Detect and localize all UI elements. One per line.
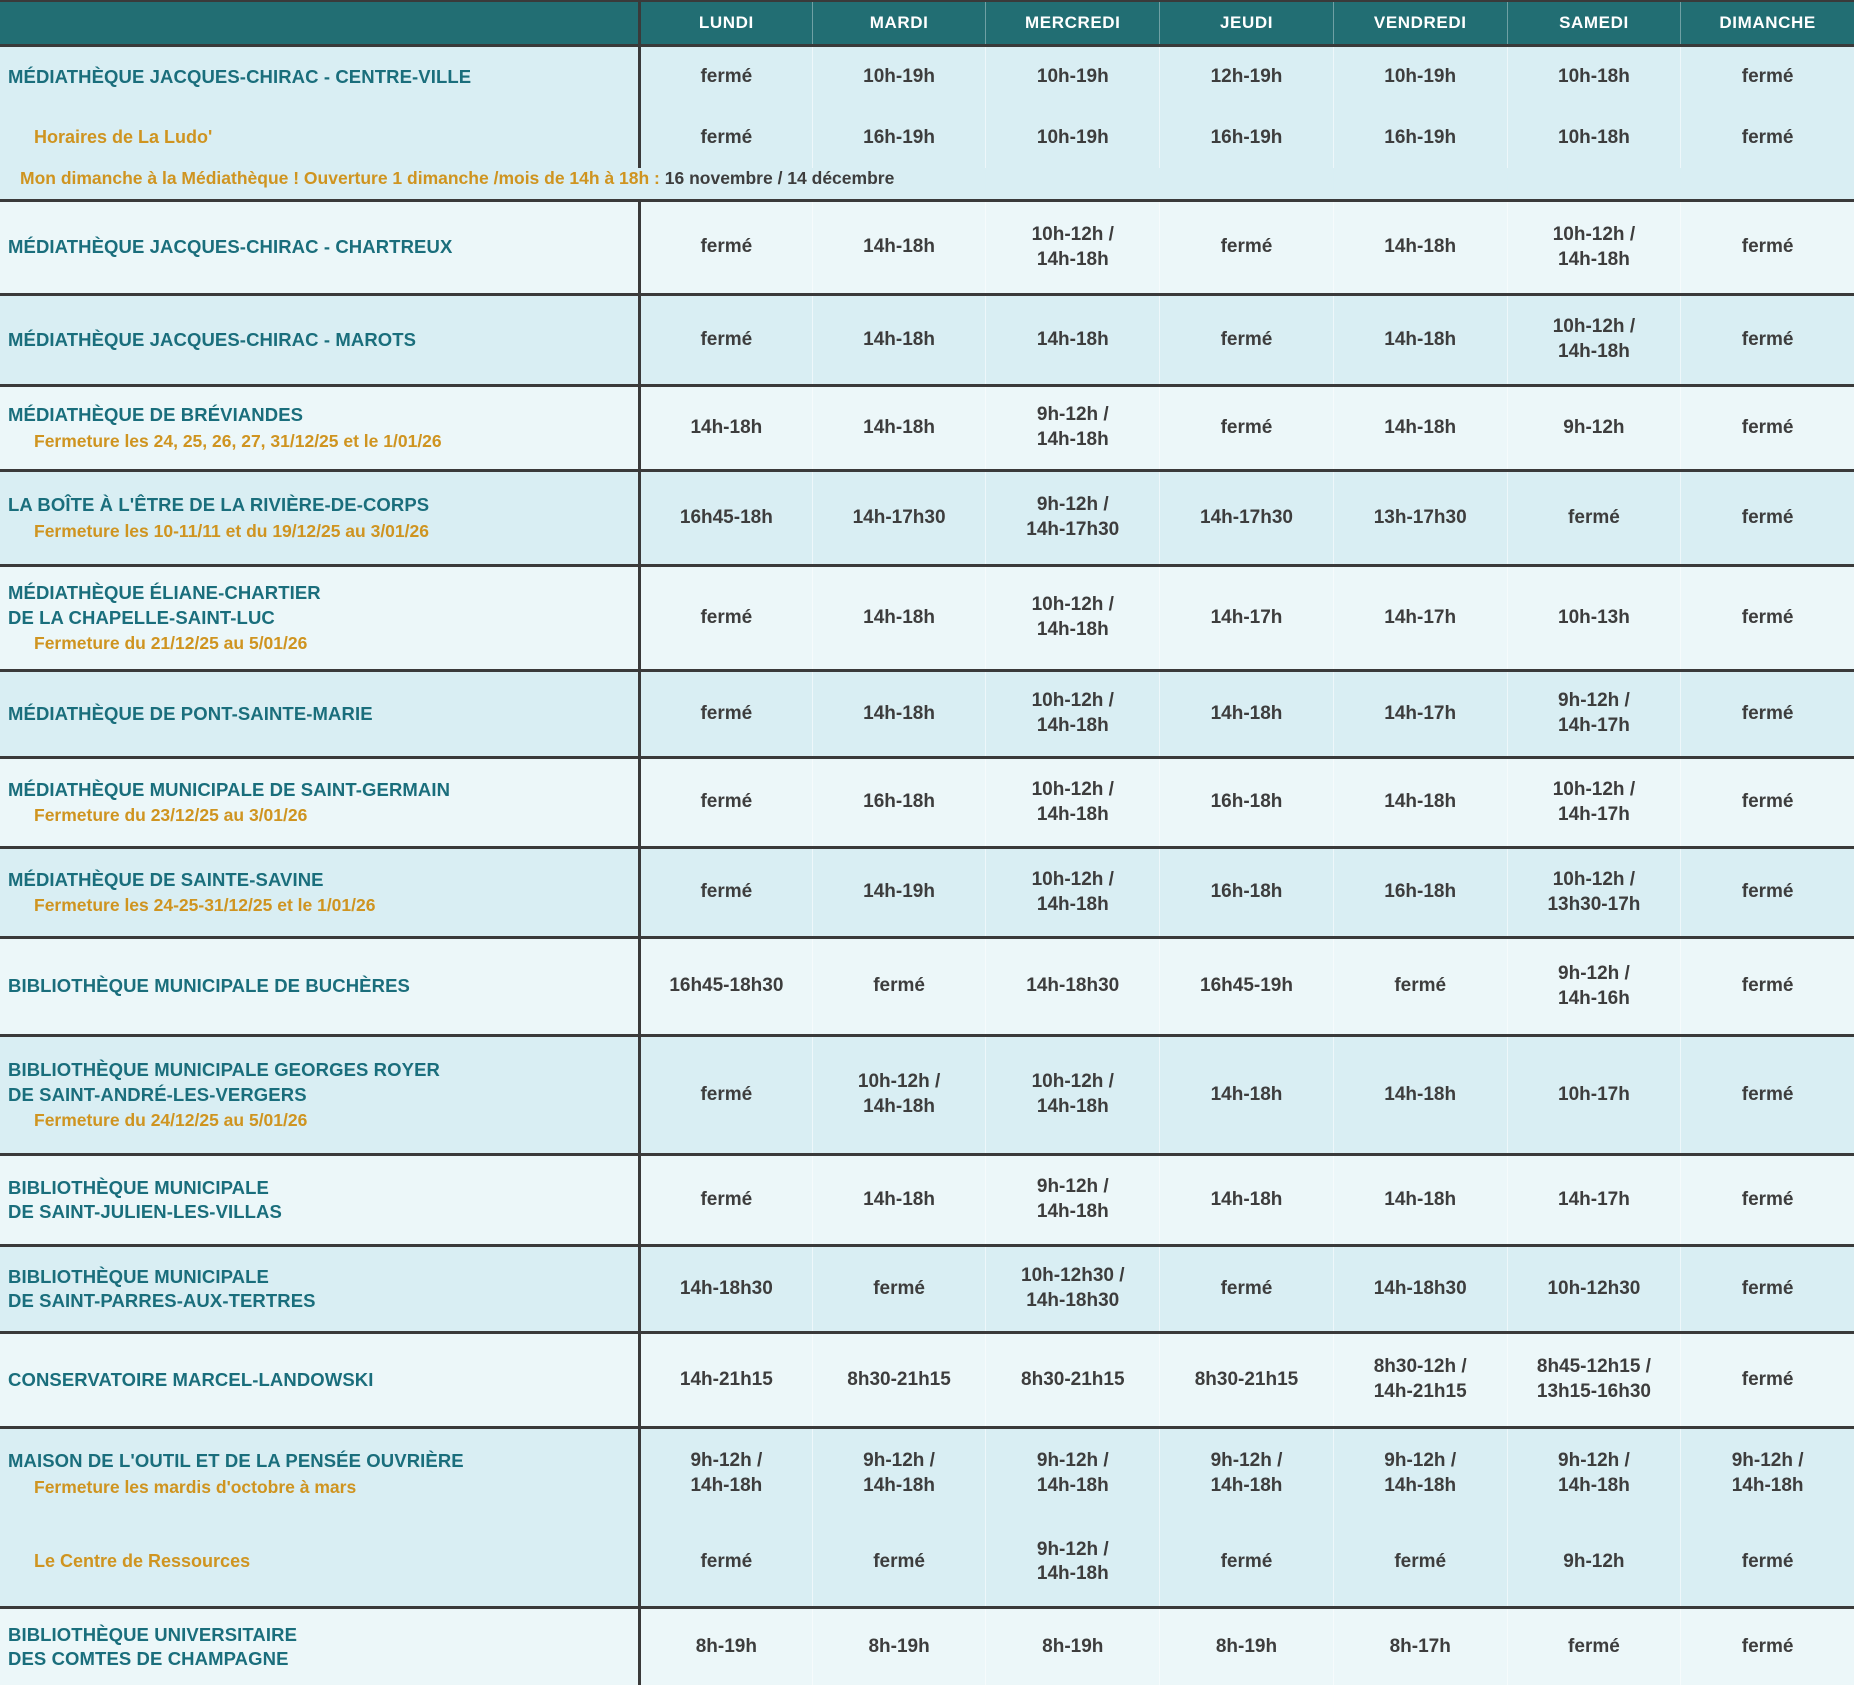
hours-cell-mardi: fermé: [812, 939, 986, 1034]
hours-cell-mardi: 8h30-21h15: [812, 1334, 986, 1426]
hours-cell-jeudi: 8h-19h: [1159, 1609, 1333, 1685]
library-row: [0, 47, 1854, 108]
hours-cell-dimanche: fermé: [1680, 672, 1854, 756]
schedule-block: [0, 936, 1854, 1034]
hours-cell-mardi: 14h-18h: [812, 202, 986, 293]
hours-cell-vendredi: 14h-18h: [1333, 387, 1507, 469]
sub-schedule-label: Horaires de La Ludo': [34, 127, 213, 148]
library-name: DE LA CHAPELLE-SAINT-LUC: [8, 606, 275, 628]
schedule-block: [0, 1153, 1854, 1244]
library-name: BIBLIOTHÈQUE MUNICIPALE: [8, 1265, 269, 1287]
hours-cell-jeudi: 9h-12h / 14h-18h: [1159, 1429, 1333, 1518]
schedule-block: [0, 846, 1854, 936]
library-name-cell: [0, 939, 638, 1034]
hours-cell-lundi: fermé: [638, 672, 812, 756]
hours-cell-jeudi: fermé: [1159, 387, 1333, 469]
hours-cell-mercredi: 9h-12h / 14h-18h: [985, 1429, 1159, 1518]
library-name: BIBLIOTHÈQUE MUNICIPALE: [8, 1176, 269, 1198]
hours-cell-vendredi: 13h-17h30: [1333, 472, 1507, 564]
library-name: DE SAINT-PARRES-AUX-TERTRES: [8, 1290, 316, 1311]
hours-cell-dimanche: fermé: [1680, 1609, 1854, 1685]
library-name: BIBLIOTHÈQUE MUNICIPALE GEORGES ROYER: [8, 1059, 440, 1081]
library-name: MÉDIATHÈQUE JACQUES-CHIRAC - MAROTS: [8, 328, 417, 350]
library-name: MÉDIATHÈQUE JACQUES-CHIRAC - CENTRE-VILLE: [8, 66, 472, 88]
library-name-cell: [0, 849, 638, 936]
library-name-cell: [0, 1609, 638, 1685]
hours-cell-jeudi: 8h30-21h15: [1159, 1334, 1333, 1426]
hours-cell-mardi: 14h-19h: [812, 849, 986, 936]
library-row: [0, 296, 1854, 384]
library-name: DES COMTES DE CHAMPAGNE: [8, 1648, 289, 1669]
hours-cell-jeudi: fermé: [1159, 296, 1333, 384]
sub-schedule-label-cell: [0, 1518, 638, 1606]
schedule-block: [0, 564, 1854, 669]
library-name: MÉDIATHÈQUE DE PONT-SAINTE-MARIE: [8, 702, 373, 724]
hours-cell-samedi: 9h-12h / 14h-18h: [1507, 1429, 1681, 1518]
schedule-block: [0, 1034, 1854, 1153]
sub-schedule-label: Le Centre de Ressources: [34, 1551, 251, 1572]
hours-cell-mardi: 10h-19h: [812, 47, 986, 108]
hours-cell-dimanche: fermé: [1680, 939, 1854, 1034]
hours-cell-vendredi: 14h-17h: [1333, 567, 1507, 669]
hours-cell-lundi: fermé: [638, 759, 812, 846]
hours-cell-mercredi: 10h-12h / 14h-18h: [985, 567, 1159, 669]
hours-cell-vendredi: fermé: [1333, 939, 1507, 1034]
hours-cell-mardi: 8h-19h: [812, 1609, 986, 1685]
hours-cell-lundi: 14h-21h15: [638, 1334, 812, 1426]
hours-cell-vendredi: 16h-18h: [1333, 849, 1507, 936]
hours-cell-lundi: fermé: [638, 1156, 812, 1244]
library-name: MÉDIATHÈQUE DE BRÉVIANDES: [8, 404, 304, 426]
hours-cell-mercredi: 10h-12h / 14h-18h: [985, 672, 1159, 756]
hours-cell-jeudi: 14h-18h: [1159, 1156, 1333, 1244]
sunday-opening-note-text: Mon dimanche à la Médiathèque ! Ouverture 1 dimanche /mois de 14h à 18h :: [20, 168, 665, 188]
hours-cell-dimanche: fermé: [1680, 108, 1854, 168]
hours-cell-samedi: 9h-12h: [1507, 1518, 1681, 1606]
hours-cell-mercredi: 14h-18h: [985, 296, 1159, 384]
library-row: [0, 1247, 1854, 1331]
hours-cell-jeudi: 16h-19h: [1159, 108, 1333, 168]
library-name: MÉDIATHÈQUE ÉLIANE-CHARTIER: [8, 582, 321, 604]
library-name-cell: [0, 387, 638, 469]
hours-cell-dimanche: fermé: [1680, 47, 1854, 108]
library-name: MÉDIATHÈQUE JACQUES-CHIRAC - CHARTREUX: [8, 236, 453, 258]
hours-cell-jeudi: 14h-17h30: [1159, 472, 1333, 564]
day-header-jeudi: JEUDI: [1159, 2, 1333, 44]
hours-cell-lundi: 14h-18h30: [638, 1247, 812, 1331]
hours-cell-samedi: 10h-13h: [1507, 567, 1681, 669]
hours-cell-dimanche: fermé: [1680, 1156, 1854, 1244]
day-header-lundi: LUNDI: [638, 2, 812, 44]
hours-cell-mercredi: 10h-19h: [985, 47, 1159, 108]
closure-note: Fermeture du 24/12/25 au 5/01/26: [34, 1110, 308, 1131]
hours-cell-jeudi: fermé: [1159, 1518, 1333, 1606]
hours-cell-jeudi: 14h-17h: [1159, 567, 1333, 669]
library-name-cell: [0, 1156, 638, 1244]
hours-cell-mardi: 10h-12h / 14h-18h: [812, 1037, 986, 1153]
library-name-cell: [0, 672, 638, 756]
library-name: LA BOÎTE À L'ÊTRE DE LA RIVIÈRE-DE-CORPS: [8, 494, 430, 516]
library-name-cell: [0, 296, 638, 384]
closure-note: Fermeture les 24, 25, 26, 27, 31/12/25 et le 1/01/26: [34, 430, 442, 451]
library-row: [0, 1334, 1854, 1426]
hours-cell-lundi: fermé: [638, 108, 812, 168]
hours-cell-mardi: 14h-18h: [812, 672, 986, 756]
library-name: BIBLIOTHÈQUE UNIVERSITAIRE: [8, 1623, 298, 1645]
library-name-cell: [0, 759, 638, 846]
library-row: [0, 387, 1854, 469]
hours-cell-vendredi: 16h-19h: [1333, 108, 1507, 168]
library-name: MÉDIATHÈQUE MUNICIPALE DE SAINT-GERMAIN: [8, 778, 451, 800]
hours-cell-samedi: 10h-17h: [1507, 1037, 1681, 1153]
hours-cell-dimanche: fermé: [1680, 202, 1854, 293]
hours-cell-jeudi: 16h-18h: [1159, 849, 1333, 936]
hours-cell-jeudi: 12h-19h: [1159, 47, 1333, 108]
library-name-cell: [0, 47, 638, 108]
library-name-cell: [0, 567, 638, 669]
library-name: DE SAINT-JULIEN-LES-VILLAS: [8, 1201, 282, 1222]
hours-cell-lundi: 14h-18h: [638, 387, 812, 469]
hours-cell-dimanche: fermé: [1680, 567, 1854, 669]
hours-cell-vendredi: 14h-18h: [1333, 759, 1507, 846]
day-header-samedi: SAMEDI: [1507, 2, 1681, 44]
hours-cell-mercredi: 9h-12h / 14h-18h: [985, 1156, 1159, 1244]
hours-cell-samedi: fermé: [1507, 1609, 1681, 1685]
hours-cell-dimanche: fermé: [1680, 1518, 1854, 1606]
hours-cell-lundi: 8h-19h: [638, 1609, 812, 1685]
library-name-cell: [0, 1429, 638, 1518]
hours-cell-jeudi: fermé: [1159, 202, 1333, 293]
hours-cell-mardi: 14h-18h: [812, 1156, 986, 1244]
hours-cell-samedi: 10h-12h / 14h-18h: [1507, 296, 1681, 384]
hours-cell-samedi: 10h-12h / 14h-18h: [1507, 202, 1681, 293]
hours-cell-lundi: fermé: [638, 296, 812, 384]
schedule-block: [0, 384, 1854, 469]
library-row: [0, 759, 1854, 846]
hours-cell-vendredi: 14h-18h30: [1333, 1247, 1507, 1331]
hours-cell-mardi: fermé: [812, 1518, 986, 1606]
closure-note: Fermeture du 21/12/25 au 5/01/26: [34, 633, 308, 654]
hours-cell-mardi: 16h-19h: [812, 108, 986, 168]
hours-cell-mercredi: 9h-12h / 14h-17h30: [985, 472, 1159, 564]
hours-cell-jeudi: 14h-18h: [1159, 1037, 1333, 1153]
hours-cell-mercredi: 9h-12h / 14h-18h: [985, 387, 1159, 469]
schedule-block: [0, 44, 1854, 199]
hours-cell-lundi: 16h45-18h30: [638, 939, 812, 1034]
hours-cell-jeudi: 14h-18h: [1159, 672, 1333, 756]
hours-cell-mardi: 9h-12h / 14h-18h: [812, 1429, 986, 1518]
library-name: MÉDIATHÈQUE DE SAINTE-SAVINE: [8, 868, 324, 890]
hours-cell-dimanche: fermé: [1680, 1037, 1854, 1153]
library-row: [0, 567, 1854, 669]
sunday-opening-note: [0, 168, 1854, 199]
library-row: [0, 472, 1854, 564]
hours-cell-mercredi: 9h-12h / 14h-18h: [985, 1518, 1159, 1606]
hours-cell-mercredi: 8h-19h: [985, 1609, 1159, 1685]
hours-cell-mercredi: 10h-12h / 14h-18h: [985, 202, 1159, 293]
hours-cell-dimanche: 9h-12h / 14h-18h: [1680, 1429, 1854, 1518]
library-row: [0, 1156, 1854, 1244]
day-header-dimanche: DIMANCHE: [1680, 2, 1854, 44]
hours-cell-samedi: 10h-12h / 13h30-17h: [1507, 849, 1681, 936]
library-name-cell: [0, 1334, 638, 1426]
hours-cell-vendredi: 14h-18h: [1333, 296, 1507, 384]
hours-cell-lundi: 16h45-18h: [638, 472, 812, 564]
hours-cell-mardi: fermé: [812, 1247, 986, 1331]
hours-cell-mardi: 14h-18h: [812, 567, 986, 669]
library-row: [0, 1609, 1854, 1685]
hours-cell-mardi: 16h-18h: [812, 759, 986, 846]
hours-cell-mardi: 14h-18h: [812, 296, 986, 384]
library-row: [0, 672, 1854, 756]
hours-cell-mercredi: 10h-12h30 / 14h-18h30: [985, 1247, 1159, 1331]
hours-cell-vendredi: 14h-18h: [1333, 1037, 1507, 1153]
hours-cell-mercredi: 10h-12h / 14h-18h: [985, 849, 1159, 936]
library-name: DE SAINT-ANDRÉ-LES-VERGERS: [8, 1083, 307, 1105]
schedule-block: [0, 293, 1854, 384]
day-header-row: [0, 2, 1854, 44]
closure-note: Fermeture les 10-11/11 et du 19/12/25 au 3/01/26: [34, 520, 429, 541]
hours-cell-lundi: 9h-12h / 14h-18h: [638, 1429, 812, 1518]
hours-cell-mercredi: 10h-12h / 14h-18h: [985, 1037, 1159, 1153]
hours-cell-jeudi: fermé: [1159, 1247, 1333, 1331]
hours-cell-mardi: 14h-17h30: [812, 472, 986, 564]
schedule-block: [0, 1606, 1854, 1685]
hours-cell-samedi: 9h-12h / 14h-16h: [1507, 939, 1681, 1034]
hours-cell-dimanche: fermé: [1680, 1334, 1854, 1426]
sub-schedule-label-cell: [0, 108, 638, 168]
hours-cell-vendredi: 14h-18h: [1333, 1156, 1507, 1244]
library-row: [0, 1429, 1854, 1518]
hours-cell-lundi: fermé: [638, 1518, 812, 1606]
closure-note: Fermeture du 23/12/25 au 3/01/26: [34, 805, 308, 826]
library-row: [0, 939, 1854, 1034]
hours-cell-vendredi: 14h-17h: [1333, 672, 1507, 756]
hours-cell-samedi: 10h-18h: [1507, 47, 1681, 108]
schedule-block: [0, 669, 1854, 756]
schedule-block: [0, 469, 1854, 564]
hours-cell-vendredi: 9h-12h / 14h-18h: [1333, 1429, 1507, 1518]
hours-cell-samedi: 9h-12h: [1507, 387, 1681, 469]
day-header-mercredi: MERCREDI: [985, 2, 1159, 44]
day-header-vendredi: VENDREDI: [1333, 2, 1507, 44]
day-header-mardi: MARDI: [812, 2, 986, 44]
library-row: [0, 202, 1854, 293]
closure-note: Fermeture les mardis d'octobre à mars: [34, 1476, 357, 1497]
hours-cell-samedi: 8h45-12h15 / 13h15-16h30: [1507, 1334, 1681, 1426]
library-row: [0, 108, 1854, 168]
header-corner-cell: [0, 2, 638, 44]
hours-cell-lundi: fermé: [638, 567, 812, 669]
hours-cell-lundi: fermé: [638, 202, 812, 293]
library-name-cell: [0, 1037, 638, 1153]
library-row: [0, 1037, 1854, 1153]
hours-cell-samedi: 10h-12h / 14h-17h: [1507, 759, 1681, 846]
hours-cell-samedi: 14h-17h: [1507, 1156, 1681, 1244]
hours-cell-lundi: fermé: [638, 849, 812, 936]
hours-cell-mercredi: 14h-18h30: [985, 939, 1159, 1034]
schedule-block: [0, 1244, 1854, 1331]
hours-cell-dimanche: fermé: [1680, 1247, 1854, 1331]
schedule-block: [0, 199, 1854, 293]
sunday-opening-dates: 16 novembre / 14 décembre: [664, 168, 895, 188]
hours-cell-samedi: 10h-12h30: [1507, 1247, 1681, 1331]
library-name-cell: [0, 472, 638, 564]
schedule-block: [0, 1331, 1854, 1426]
hours-cell-samedi: 9h-12h / 14h-17h: [1507, 672, 1681, 756]
hours-cell-dimanche: fermé: [1680, 387, 1854, 469]
hours-cell-lundi: fermé: [638, 47, 812, 108]
hours-cell-lundi: fermé: [638, 1037, 812, 1153]
hours-cell-mercredi: 10h-12h / 14h-18h: [985, 759, 1159, 846]
hours-cell-mardi: 14h-18h: [812, 387, 986, 469]
hours-cell-dimanche: fermé: [1680, 849, 1854, 936]
hours-cell-jeudi: 16h45-19h: [1159, 939, 1333, 1034]
hours-cell-dimanche: fermé: [1680, 472, 1854, 564]
hours-cell-vendredi: fermé: [1333, 1518, 1507, 1606]
hours-cell-dimanche: fermé: [1680, 296, 1854, 384]
hours-cell-samedi: fermé: [1507, 472, 1681, 564]
hours-cell-mercredi: 8h30-21h15: [985, 1334, 1159, 1426]
hours-cell-samedi: 10h-18h: [1507, 108, 1681, 168]
hours-cell-dimanche: fermé: [1680, 759, 1854, 846]
library-name: MAISON DE L'OUTIL ET DE LA PENSÉE OUVRIÈRE: [8, 1450, 464, 1472]
closure-note: Fermeture les 24-25-31/12/25 et le 1/01/26: [34, 895, 376, 916]
schedule-block: [0, 1426, 1854, 1606]
hours-cell-mercredi: 10h-19h: [985, 108, 1159, 168]
library-row: [0, 1518, 1854, 1606]
hours-cell-vendredi: 8h-17h: [1333, 1609, 1507, 1685]
schedule-block: [0, 756, 1854, 846]
library-name-cell: [0, 202, 638, 293]
hours-cell-vendredi: 10h-19h: [1333, 47, 1507, 108]
library-name: BIBLIOTHÈQUE MUNICIPALE DE BUCHÈRES: [8, 975, 410, 997]
library-row: [0, 849, 1854, 936]
hours-cell-jeudi: 16h-18h: [1159, 759, 1333, 846]
library-name-cell: [0, 1247, 638, 1331]
hours-cell-vendredi: 8h30-12h / 14h-21h15: [1333, 1334, 1507, 1426]
hours-cell-vendredi: 14h-18h: [1333, 202, 1507, 293]
library-name: CONSERVATOIRE MARCEL-LANDOWSKI: [8, 1368, 374, 1390]
